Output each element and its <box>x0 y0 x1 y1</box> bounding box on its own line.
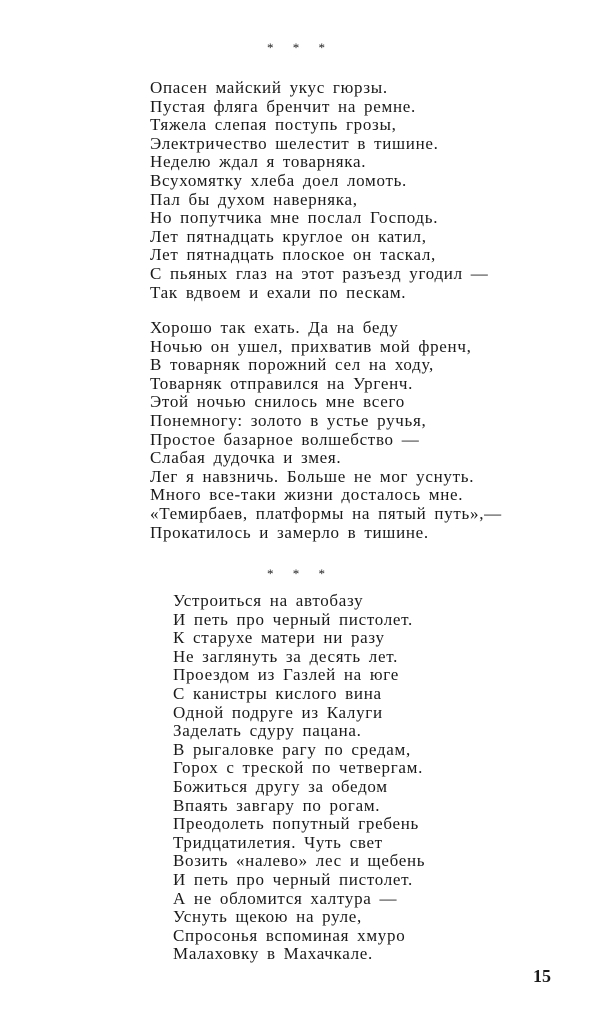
verse-line: Проездом из Газлей на юге <box>173 665 399 685</box>
verse-line: Неделю ждал я товарняка. <box>150 152 367 172</box>
page-number: 15 <box>533 966 551 986</box>
verse-line: С пьяных глаз на этот разъезд угодил — <box>150 263 489 283</box>
verse-line: Товарняк отправился на Ургенч. <box>150 373 414 393</box>
verse-line: Всухомятку хлеба доел ломоть. <box>150 170 407 190</box>
verse-line: Опасен майский укус гюрзы. <box>150 78 388 97</box>
verse-line: «Темирбаев, платформы на пятый путь»,— <box>150 503 502 523</box>
verse-line: Понемногу: золото в устье ручья, <box>150 410 427 430</box>
verse-line: Но попутчика мне послал Господь. <box>150 208 439 228</box>
section-separator-2: * * * <box>267 566 333 581</box>
verse-line: В рыгаловке рагу по средам, <box>173 739 411 759</box>
verse-line: Уснуть щекою на руле, <box>173 907 362 927</box>
verse-line: Так вдвоем и ехали по пескам. <box>150 282 407 302</box>
verse-line: Тридцатилетия. Чуть свет <box>173 832 383 852</box>
verse-line: Прокатилось и замерло в тишине. <box>150 522 429 542</box>
verse-line: И петь про черный пистолет. <box>173 609 413 629</box>
verse-line: Электричество шелестит в тишине. <box>150 133 439 153</box>
verse-line: Пал бы духом наверняка, <box>150 189 358 209</box>
verse-line: Впаять завгару по рогам. <box>173 795 381 815</box>
verse-line: Много все-таки жизни досталось мне. <box>150 485 464 505</box>
verse-line: Преодолеть попутный гребень <box>173 814 419 834</box>
poem2-verse <box>173 592 425 964</box>
verse-line: Горох с треской по четвергам. <box>173 758 424 778</box>
verse-line: Спросонья вспоминая хмуро <box>173 925 406 945</box>
verse-line: Не заглянуть за десять лет. <box>173 646 399 666</box>
section-separator-1: * * * <box>267 40 333 55</box>
verse-line: А не обломится халтура — <box>173 888 398 908</box>
verse-line: Лет пятнадцать круглое он катил, <box>150 226 427 246</box>
poem1-stanza1 <box>150 79 488 302</box>
verse-line: Пустая фляга бренчит на ремне. <box>150 96 416 116</box>
verse-line: Одной подруге из Калуги <box>173 702 383 722</box>
verse-line: Слабая дудочка и змея. <box>150 448 342 468</box>
verse-line: Этой ночью снилось мне всего <box>150 392 405 412</box>
verse-line: Возить «налево» лес и щебень <box>173 851 426 871</box>
verse-line: И петь про черный пистолет. <box>173 869 413 889</box>
verse-line: Простое базарное волшебство — <box>150 429 420 449</box>
verse-line: Хорошо так ехать. Да на беду <box>150 318 399 337</box>
verse-line: Лет пятнадцать плоское он таскал, <box>150 245 436 265</box>
verse-line: Малаховку в Махачкале. <box>173 944 373 964</box>
verse-line: Устроиться на автобазу <box>173 591 364 610</box>
verse-line: Ночью он ушел, прихватив мой френч, <box>150 336 472 356</box>
verse-line: Божиться другу за обедом <box>173 776 388 796</box>
verse-line: В товарняк порожний сел на ходу, <box>150 355 434 375</box>
verse-line: С канистры кислого вина <box>173 683 382 703</box>
poem1-stanza2 <box>150 319 502 542</box>
verse-line: Заделать сдуру пацана. <box>173 721 362 741</box>
verse-line: Тяжела слепая поступь грозы, <box>150 115 397 135</box>
verse-line: Лег я навзничь. Больше не мог уснуть. <box>150 466 475 486</box>
verse-line: К старухе матери ни разу <box>173 628 385 648</box>
